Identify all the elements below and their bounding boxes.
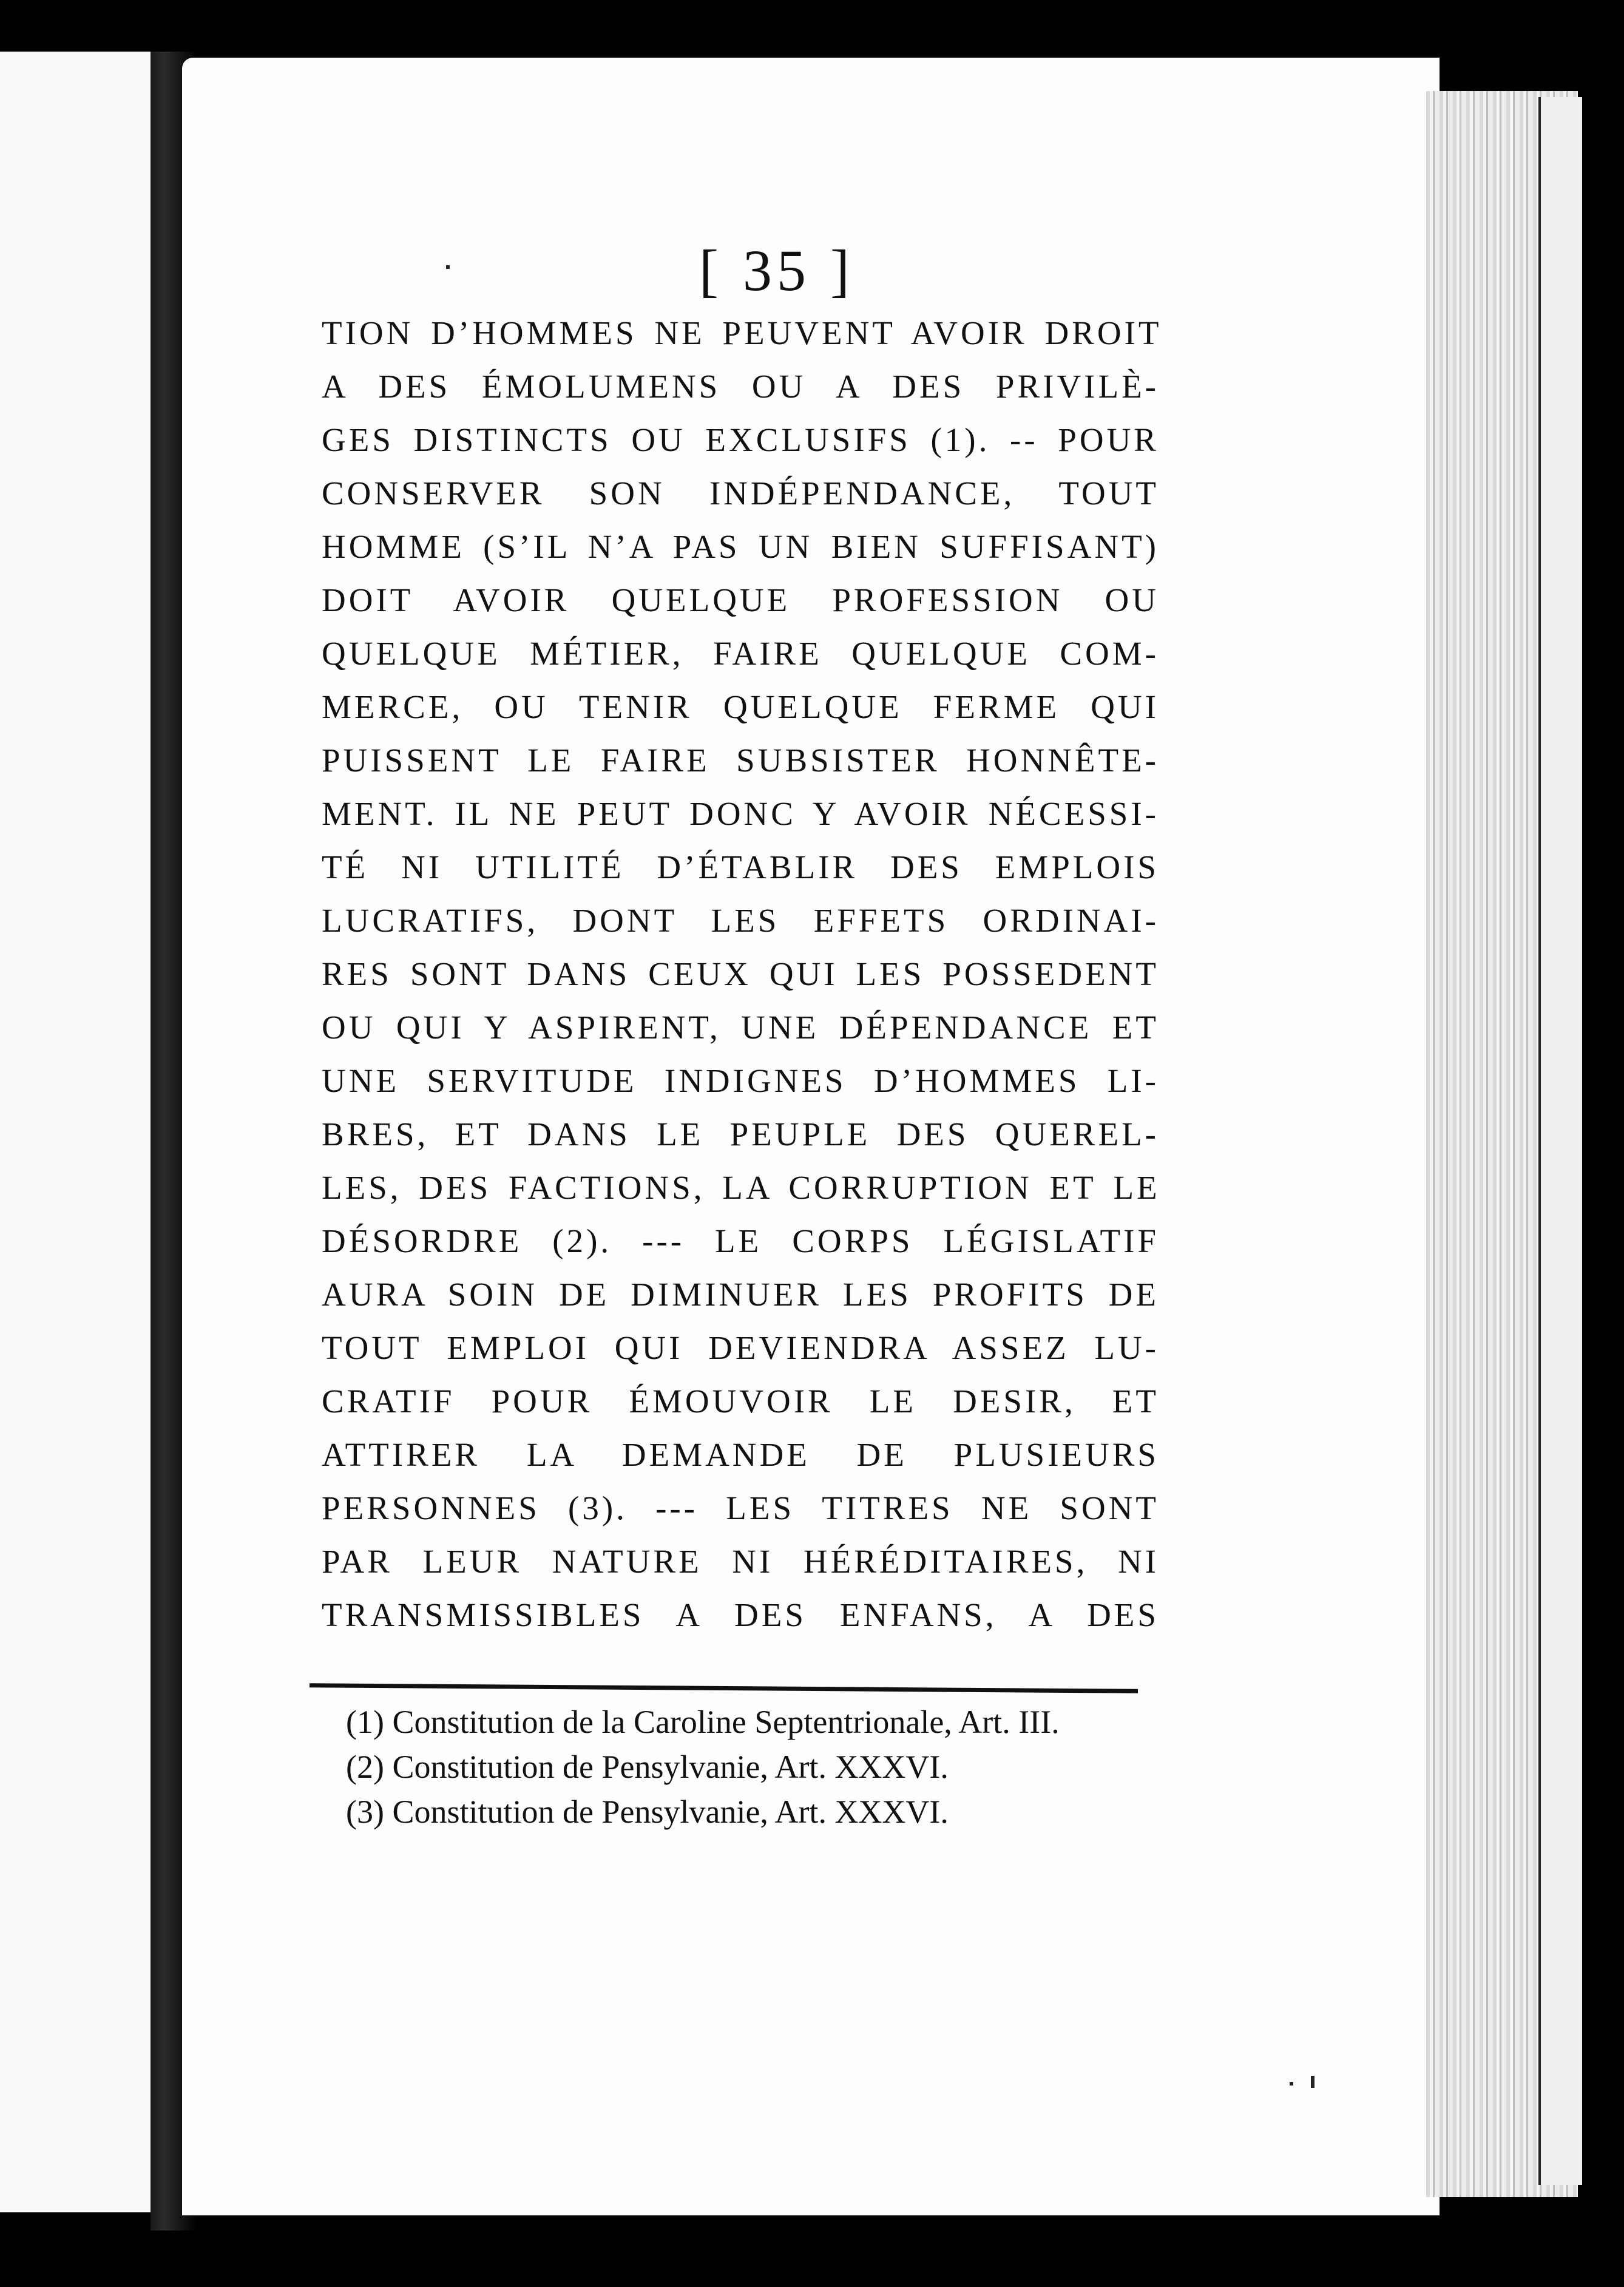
text-line: CRATIF POUR ÉMOUVOIR LE DESIR, ET [322, 1383, 1159, 1420]
ink-speck [1311, 2076, 1314, 2088]
text-line: DOIT AVOIR QUELQUE PROFESSION OU [322, 581, 1159, 618]
footnote: (1) Constitution de la Caroline Septentrionale, Art. III. [346, 1704, 1060, 1740]
text-line: BRES, ET DANS LE PEUPLE DES QUEREL- [322, 1116, 1159, 1153]
text-line: TION D’HOMMES NE PEUVENT AVOIR DROIT [322, 314, 1162, 351]
footnote: (3) Constitution de Pensylvanie, Art. XXXVI. [346, 1794, 949, 1830]
facing-page-edge [0, 52, 151, 2212]
footnote: (2) Constitution de Pensylvanie, Art. XXXVI. [346, 1749, 949, 1785]
text-line: PERSONNES (3). --- LES TITRES NE SONT [322, 1489, 1159, 1526]
text-line: PAR LEUR NATURE NI HÉRÉDITAIRES, NI [322, 1543, 1159, 1580]
text-line: QUELQUE MÉTIER, FAIRE QUELQUE COM- [322, 635, 1159, 672]
ink-speck [1290, 2082, 1293, 2085]
ink-speck [446, 265, 450, 269]
text-line: ATTIRER LA DEMANDE DE PLUSIEURS [322, 1436, 1159, 1473]
text-line: TÉ NI UTILITÉ D’ÉTABLIR DES EMPLOIS [322, 849, 1159, 886]
book-cover-edge [1538, 97, 1582, 2185]
text-line: PUISSENT LE FAIRE SUBSISTER HONNÊTE- [322, 742, 1159, 779]
text-line: TOUT EMPLOI QUI DEVIENDRA ASSEZ LU- [322, 1329, 1159, 1366]
text-line: UNE SERVITUDE INDIGNES D’HOMMES LI- [322, 1062, 1159, 1099]
text-line: LUCRATIFS, DONT LES EFFETS ORDINAI- [322, 902, 1159, 939]
text-line: LES, DES FACTIONS, LA CORRUPTION ET LE [322, 1169, 1160, 1206]
page-number: [ 35 ] [699, 238, 854, 303]
text-line: GES DISTINCTS OU EXCLUSIFS (1). -- POUR [322, 421, 1159, 458]
body-text [322, 307, 1162, 1642]
text-line: CONSERVER SON INDÉPENDANCE, TOUT [322, 475, 1159, 512]
text-line: HOMME (S’IL N’A PAS UN BIEN SUFFISANT) [322, 528, 1159, 565]
text-line: A DES ÉMOLUMENS OU A DES PRIVILÈ- [322, 368, 1159, 405]
text-line: TRANSMISSIBLES A DES ENFANS, A DES [322, 1596, 1159, 1633]
text-line: MERCE, OU TENIR QUELQUE FERME QUI [322, 688, 1159, 725]
text-line: DÉSORDRE (2). --- LE CORPS LÉGISLATIF [322, 1222, 1159, 1259]
text-line: OU QUI Y ASPIRENT, UNE DÉPENDANCE ET [322, 1009, 1159, 1046]
text-line: AURA SOIN DE DIMINUER LES PROFITS DE [322, 1276, 1159, 1313]
text-line: RES SONT DANS CEUX QUI LES POSSEDENT [322, 955, 1159, 992]
footnotes [346, 1699, 1147, 1834]
text-line: MENT. IL NE PEUT DONC Y AVOIR NÉCESSI- [322, 795, 1159, 832]
